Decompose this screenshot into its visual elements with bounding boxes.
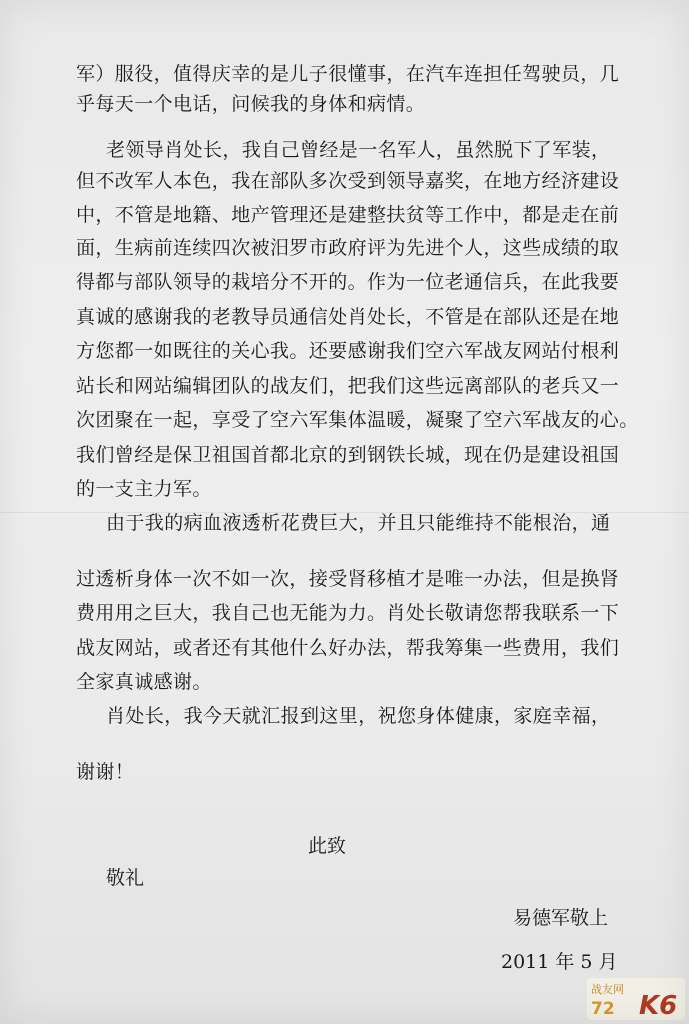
letter-line: 军）服役，值得庆幸的是儿子很懂事，在汽车连担任驾驶员，几 — [76, 63, 620, 85]
closing-jingli: 敬礼 — [106, 867, 145, 889]
letter-line: 方您都一如既往的关心我。还要感谢我们空六军战友网站付根利 — [76, 340, 620, 362]
letter-line: 我们曾经是保卫祖国首都北京的到钢铁长城，现在仍是建设祖国 — [76, 444, 620, 466]
letter-line: 战友网站，或者还有其他什么好办法，帮我筹集一些费用，我们 — [76, 637, 620, 659]
letter-line: 真诚的感谢我的老教导员通信处肖处长，不管是在部队还是在地 — [76, 306, 620, 328]
letter-line: 乎每天一个电话，问候我的身体和病情。 — [76, 93, 426, 115]
letter-line: 面，生病前连续四次被汨罗市政府评为先进个人，这些成绩的取 — [76, 237, 620, 259]
watermark-number-text: 72 — [591, 999, 615, 1019]
letter-line: 全家真诚感谢。 — [76, 671, 212, 693]
watermark-k6-text: K6 — [639, 991, 678, 1020]
letter-line: 肖处长，我今天就汇报到这里，祝您身体健康，家庭幸福， — [106, 705, 611, 727]
letter-line: 中，不管是地籍、地产管理还是建整扶贫等工作中，都是走在前 — [76, 204, 620, 226]
letter-line: 老领导肖处长，我自己曾经是一名军人，虽然脱下了军装， — [106, 139, 611, 161]
site-watermark-logo — [587, 978, 685, 1020]
letter-line: 的一支主力军。 — [76, 478, 212, 500]
letter-line: 谢谢！ — [76, 761, 135, 783]
letter-line: 由于我的病血液透析花费巨大，并且只能维持不能根治，通 — [106, 512, 611, 534]
letter-line: 次团聚在一起，享受了空六军集体温暖，凝聚了空六军战友的心。 — [76, 409, 639, 431]
watermark-top-text: 战友网 — [591, 983, 624, 996]
closing-zhici: 此致 — [308, 835, 347, 857]
letter-line: 但不改军人本色，我在部队多次受到领导嘉奖，在地方经济建设 — [76, 170, 620, 192]
letter-date: 2011 年 5 月 — [501, 951, 618, 973]
letter-line: 得都与部队领导的栽培分不开的。作为一位老通信兵，在此我要 — [76, 271, 620, 293]
letter-line: 过透析身体一次不如一次，接受肾移植才是唯一办法，但是换肾 — [76, 568, 620, 590]
letter-line: 站长和网站编辑团队的战友们，把我们这些远离部队的老兵又一 — [76, 375, 620, 397]
letter-line: 费用用之巨大，我自己也无能为力。肖处长敬请您帮我联系一下 — [76, 602, 620, 624]
signature: 易德军敬上 — [513, 907, 609, 929]
